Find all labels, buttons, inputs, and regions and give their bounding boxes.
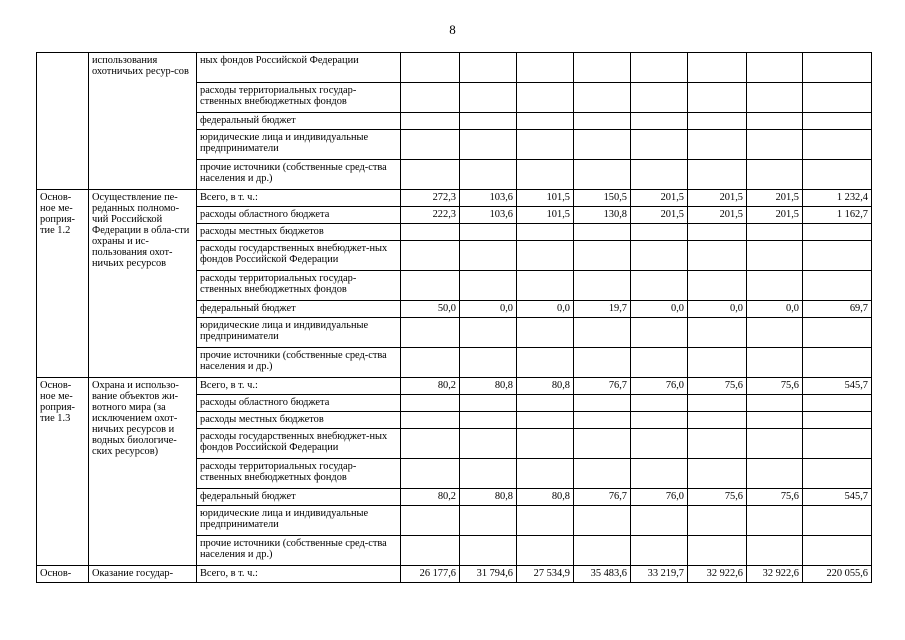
value-cell: 32 922,6 <box>688 566 747 583</box>
value-cell <box>574 318 631 348</box>
value-cell <box>460 429 517 459</box>
value-cell <box>631 536 688 566</box>
value-cell: 103,6 <box>460 207 517 224</box>
value-cell: 222,3 <box>401 207 460 224</box>
value-cell <box>460 536 517 566</box>
value-cell <box>574 130 631 160</box>
table-row <box>37 566 872 583</box>
value-cell <box>803 160 872 190</box>
activity-name-cell: Охрана и использо-вание объектов жи-вотного мира (за исключением охот-ничьих ресурсов и водных биологиче-ских ресурсов) <box>89 378 197 566</box>
value-cell <box>401 412 460 429</box>
value-cell: 220 055,6 <box>803 566 872 583</box>
value-cell: 80,8 <box>460 489 517 506</box>
value-cell <box>688 271 747 301</box>
activity-name-cell: использования охотничьих ресур-сов <box>89 53 197 190</box>
value-cell <box>574 412 631 429</box>
value-cell <box>803 506 872 536</box>
value-cell <box>631 53 688 83</box>
value-cell <box>631 395 688 412</box>
value-cell <box>517 536 574 566</box>
value-cell <box>460 412 517 429</box>
value-cell <box>517 160 574 190</box>
value-cell <box>574 506 631 536</box>
value-cell <box>401 459 460 489</box>
value-cell <box>688 224 747 241</box>
funding-source-cell: расходы территориальных государ-ственных внебюджетных фондов <box>197 459 401 489</box>
activity-name-cell: Осуществление пе-реданных полномо-чий Российской Федерации в обла-сти охраны и ис-пользования охот-ничьих ресурсов <box>89 190 197 378</box>
value-cell <box>631 130 688 160</box>
value-cell: 76,0 <box>631 489 688 506</box>
value-cell <box>460 130 517 160</box>
value-cell: 27 534,9 <box>517 566 574 583</box>
value-cell: 19,7 <box>574 301 631 318</box>
budget-table-body <box>37 53 872 583</box>
value-cell <box>688 348 747 378</box>
activity-code-cell: Основ-ное ме-роприя-тие 1.3 <box>37 378 89 566</box>
funding-source-cell: прочие источники (собственные сред-ства населения и др.) <box>197 348 401 378</box>
value-cell <box>401 241 460 271</box>
value-cell <box>517 224 574 241</box>
value-cell <box>688 429 747 459</box>
value-cell: 545,7 <box>803 378 872 395</box>
value-cell: 76,7 <box>574 489 631 506</box>
value-cell: 101,5 <box>517 207 574 224</box>
value-cell <box>803 53 872 83</box>
value-cell <box>401 318 460 348</box>
value-cell <box>803 536 872 566</box>
funding-source-cell: ных фондов Российской Федерации <box>197 53 401 83</box>
value-cell <box>517 395 574 412</box>
value-cell <box>574 241 631 271</box>
value-cell <box>803 318 872 348</box>
value-cell <box>517 318 574 348</box>
funding-source-cell: Всего, в т. ч.: <box>197 190 401 207</box>
value-cell: 201,5 <box>688 190 747 207</box>
value-cell <box>517 53 574 83</box>
value-cell <box>574 271 631 301</box>
page-number: 8 <box>449 22 456 37</box>
activity-code-cell: Основ-ное ме-роприя-тие 1.2 <box>37 190 89 378</box>
value-cell <box>574 224 631 241</box>
value-cell: 201,5 <box>631 207 688 224</box>
value-cell: 0,0 <box>631 301 688 318</box>
value-cell: 1 162,7 <box>803 207 872 224</box>
value-cell <box>574 83 631 113</box>
value-cell: 1 232,4 <box>803 190 872 207</box>
activity-code-cell: Основ- <box>37 566 89 583</box>
value-cell <box>747 412 803 429</box>
value-cell <box>401 536 460 566</box>
table-row <box>37 378 872 395</box>
value-cell <box>517 459 574 489</box>
funding-source-cell: расходы территориальных государ-ственных внебюджетных фондов <box>197 271 401 301</box>
value-cell <box>631 412 688 429</box>
value-cell <box>688 83 747 113</box>
value-cell <box>460 160 517 190</box>
value-cell: 201,5 <box>631 190 688 207</box>
value-cell <box>631 318 688 348</box>
value-cell <box>631 506 688 536</box>
value-cell: 201,5 <box>688 207 747 224</box>
value-cell <box>631 348 688 378</box>
value-cell <box>747 536 803 566</box>
value-cell: 75,6 <box>688 489 747 506</box>
value-cell: 0,0 <box>688 301 747 318</box>
value-cell <box>688 459 747 489</box>
value-cell <box>574 113 631 130</box>
funding-source-cell: расходы государственных внебюджет-ных фондов Российской Федерации <box>197 429 401 459</box>
value-cell: 80,2 <box>401 378 460 395</box>
value-cell <box>631 160 688 190</box>
funding-source-cell: федеральный бюджет <box>197 113 401 130</box>
value-cell <box>460 395 517 412</box>
value-cell <box>803 241 872 271</box>
value-cell <box>574 459 631 489</box>
value-cell <box>517 130 574 160</box>
funding-source-cell: прочие источники (собственные сред-ства населения и др.) <box>197 536 401 566</box>
value-cell: 35 483,6 <box>574 566 631 583</box>
value-cell: 80,8 <box>517 378 574 395</box>
value-cell <box>803 395 872 412</box>
value-cell <box>574 160 631 190</box>
value-cell <box>460 53 517 83</box>
value-cell: 101,5 <box>517 190 574 207</box>
value-cell <box>688 53 747 83</box>
value-cell <box>401 113 460 130</box>
value-cell <box>747 429 803 459</box>
funding-source-cell: расходы областного бюджета <box>197 207 401 224</box>
value-cell <box>401 83 460 113</box>
value-cell <box>517 241 574 271</box>
value-cell <box>401 160 460 190</box>
funding-source-cell: расходы местных бюджетов <box>197 224 401 241</box>
funding-source-cell: Всего, в т. ч.: <box>197 378 401 395</box>
value-cell <box>460 241 517 271</box>
value-cell <box>803 83 872 113</box>
value-cell <box>747 318 803 348</box>
value-cell <box>747 241 803 271</box>
value-cell <box>574 536 631 566</box>
table-row <box>37 53 872 83</box>
funding-source-cell: федеральный бюджет <box>197 301 401 318</box>
value-cell <box>688 395 747 412</box>
value-cell <box>747 348 803 378</box>
funding-source-cell: федеральный бюджет <box>197 489 401 506</box>
value-cell: 32 922,6 <box>747 566 803 583</box>
value-cell <box>574 53 631 83</box>
value-cell: 75,6 <box>747 489 803 506</box>
value-cell <box>460 506 517 536</box>
value-cell <box>517 113 574 130</box>
value-cell: 50,0 <box>401 301 460 318</box>
value-cell <box>747 506 803 536</box>
value-cell <box>631 113 688 130</box>
value-cell <box>460 318 517 348</box>
value-cell <box>631 271 688 301</box>
value-cell <box>747 271 803 301</box>
funding-source-cell: расходы территориальных государ-ственных внебюджетных фондов <box>197 83 401 113</box>
value-cell <box>517 506 574 536</box>
value-cell <box>803 412 872 429</box>
value-cell <box>803 429 872 459</box>
value-cell <box>401 506 460 536</box>
value-cell <box>631 429 688 459</box>
value-cell <box>631 459 688 489</box>
value-cell <box>517 271 574 301</box>
funding-source-cell: юридические лица и индивидуальные предприниматели <box>197 506 401 536</box>
value-cell: 272,3 <box>401 190 460 207</box>
value-cell <box>747 160 803 190</box>
value-cell <box>688 318 747 348</box>
value-cell <box>401 348 460 378</box>
value-cell: 0,0 <box>460 301 517 318</box>
value-cell <box>460 83 517 113</box>
value-cell <box>747 459 803 489</box>
value-cell <box>803 348 872 378</box>
value-cell <box>688 536 747 566</box>
value-cell: 80,8 <box>460 378 517 395</box>
value-cell <box>747 395 803 412</box>
value-cell <box>803 113 872 130</box>
value-cell <box>401 395 460 412</box>
funding-source-cell: расходы государственных внебюджет-ных фондов Российской Федерации <box>197 241 401 271</box>
value-cell <box>517 412 574 429</box>
value-cell: 0,0 <box>517 301 574 318</box>
value-cell <box>631 224 688 241</box>
value-cell: 75,6 <box>688 378 747 395</box>
value-cell <box>401 53 460 83</box>
value-cell <box>688 412 747 429</box>
value-cell <box>401 224 460 241</box>
funding-source-cell: расходы местных бюджетов <box>197 412 401 429</box>
value-cell <box>747 113 803 130</box>
value-cell <box>688 506 747 536</box>
value-cell <box>460 224 517 241</box>
activity-code-cell <box>37 53 89 190</box>
value-cell <box>460 113 517 130</box>
value-cell <box>803 271 872 301</box>
value-cell <box>631 83 688 113</box>
value-cell <box>401 130 460 160</box>
value-cell <box>688 241 747 271</box>
value-cell: 33 219,7 <box>631 566 688 583</box>
value-cell <box>688 130 747 160</box>
value-cell: 201,5 <box>747 190 803 207</box>
value-cell: 80,8 <box>517 489 574 506</box>
budget-table <box>36 52 872 583</box>
value-cell <box>803 130 872 160</box>
value-cell: 545,7 <box>803 489 872 506</box>
value-cell <box>460 459 517 489</box>
funding-source-cell: прочие источники (собственные сред-ства населения и др.) <box>197 160 401 190</box>
value-cell: 76,7 <box>574 378 631 395</box>
value-cell <box>688 160 747 190</box>
value-cell <box>631 241 688 271</box>
value-cell <box>803 459 872 489</box>
value-cell <box>688 113 747 130</box>
value-cell <box>574 429 631 459</box>
value-cell: 0,0 <box>747 301 803 318</box>
value-cell <box>517 429 574 459</box>
funding-source-cell: Всего, в т. ч.: <box>197 566 401 583</box>
value-cell <box>574 395 631 412</box>
value-cell: 201,5 <box>747 207 803 224</box>
funding-source-cell: расходы областного бюджета <box>197 395 401 412</box>
funding-source-cell: юридические лица и индивидуальные предприниматели <box>197 318 401 348</box>
value-cell <box>747 83 803 113</box>
value-cell: 150,5 <box>574 190 631 207</box>
value-cell: 69,7 <box>803 301 872 318</box>
value-cell: 80,2 <box>401 489 460 506</box>
value-cell <box>517 348 574 378</box>
funding-source-cell: юридические лица и индивидуальные предприниматели <box>197 130 401 160</box>
value-cell: 103,6 <box>460 190 517 207</box>
table-row <box>37 190 872 207</box>
value-cell <box>460 348 517 378</box>
value-cell: 31 794,6 <box>460 566 517 583</box>
value-cell: 26 177,6 <box>401 566 460 583</box>
value-cell <box>803 224 872 241</box>
value-cell <box>747 130 803 160</box>
value-cell: 75,6 <box>747 378 803 395</box>
value-cell <box>460 271 517 301</box>
value-cell <box>401 429 460 459</box>
value-cell <box>517 83 574 113</box>
value-cell: 130,8 <box>574 207 631 224</box>
value-cell <box>574 348 631 378</box>
activity-name-cell: Оказание государ- <box>89 566 197 583</box>
value-cell: 76,0 <box>631 378 688 395</box>
value-cell <box>401 271 460 301</box>
value-cell <box>747 224 803 241</box>
value-cell <box>747 53 803 83</box>
